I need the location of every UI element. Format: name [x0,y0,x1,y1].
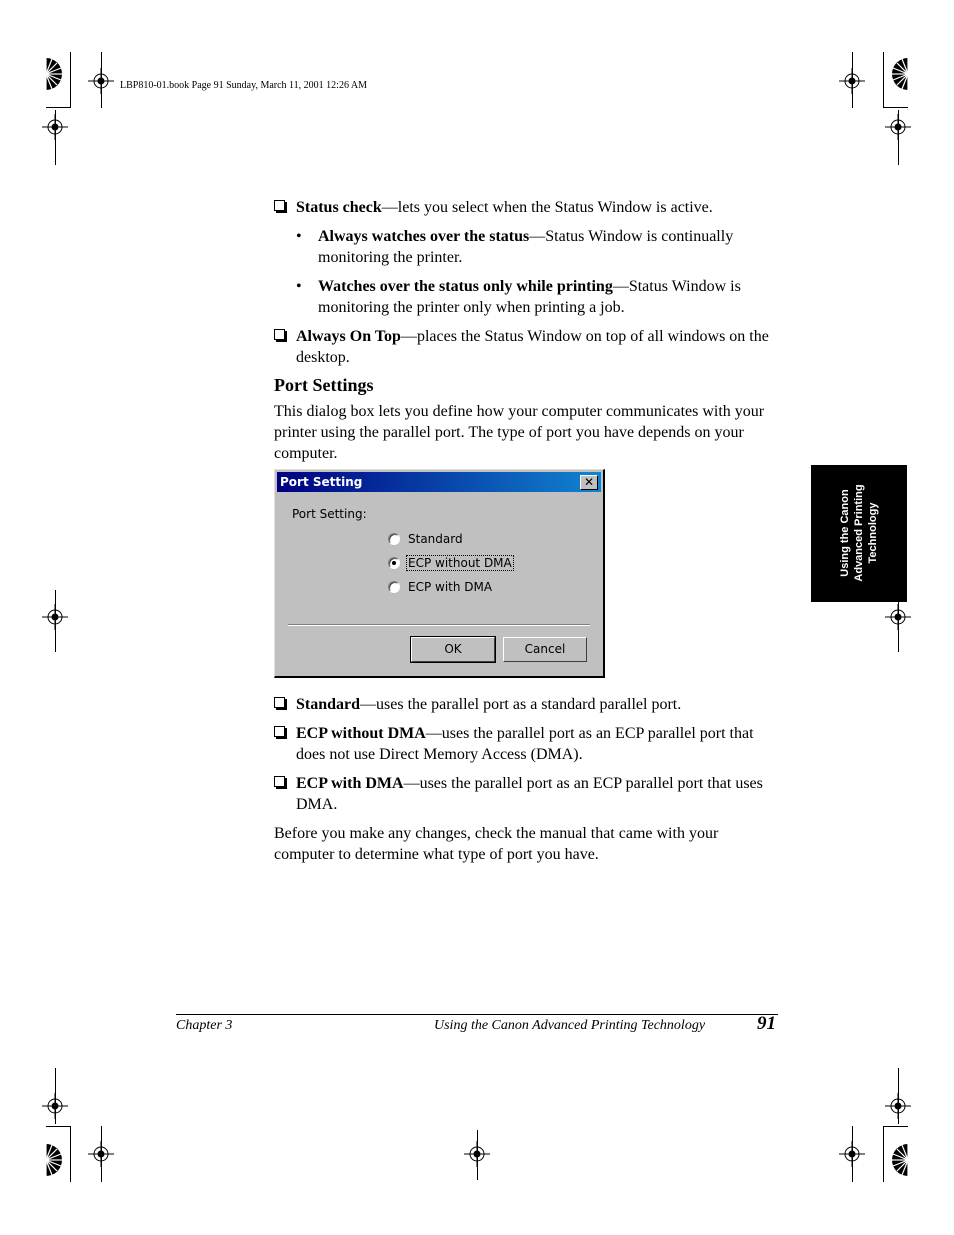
item-desc: —uses the parallel port as an ECP parallel port that does not use Direct Memory Access (DMA). [296,725,754,763]
port-setting-label: Port Setting: [292,507,367,521]
footer-title: Using the Canon Advanced Printing Technology [434,1018,706,1033]
item-term: ECP without DMA [296,725,426,742]
item-term: Status check [296,199,382,216]
bullet-desc: —Status Window is continually monitoring the printer. [318,228,734,266]
radio-label[interactable]: ECP with DMA [408,580,493,594]
item-term: ECP with DMA [296,775,404,792]
print-info: LBP810-01.book Page 91 Sunday, March 11, 2001 12:26 AM [120,80,368,91]
cancel-button[interactable]: Cancel [503,637,587,662]
item-desc: —lets you select when the Status Window is active. [381,199,713,216]
section-intro: This dialog box lets you define how your computer communicates with your printer using the parallel port. The type of port you have depends on your computer. [274,403,765,462]
ok-button[interactable]: OK [411,637,495,662]
bullet-dot-icon: • [296,278,302,295]
bullet-term: Watches over the status only while printing [318,278,613,295]
radio-label[interactable]: Standard [408,532,463,546]
dialog-title: Port Setting [280,475,363,489]
item-desc: —places the Status Window on top of all windows on the desktop. [296,328,769,366]
side-tab-line: Advanced Printing [853,484,865,582]
bullet-desc: —Status Window is monitoring the printer only when printing a job. [318,278,741,316]
section-heading: Port Settings [274,375,374,395]
page-number: 91 [757,1013,776,1034]
closing-paragraph: Before you make any changes, check the manual that came with your computer to determine what type of port you have. [274,825,719,863]
item-desc: —uses the parallel port as an ECP parallel port that uses DMA. [296,775,763,813]
bullet-term: Always watches over the status [318,228,530,245]
radio-label[interactable]: ECP without DMA [408,556,512,570]
footer-chapter: Chapter 3 [176,1018,233,1033]
close-icon[interactable]: ✕ [580,475,598,490]
item-term: Always On Top [296,328,401,345]
item-term: Standard [296,696,361,713]
bullet-dot-icon: • [296,228,302,245]
side-tab-line: Using the Canon [839,489,851,577]
item-desc: —uses the parallel port as a standard parallel port. [360,696,682,713]
side-tab-line: Technology [867,502,879,564]
